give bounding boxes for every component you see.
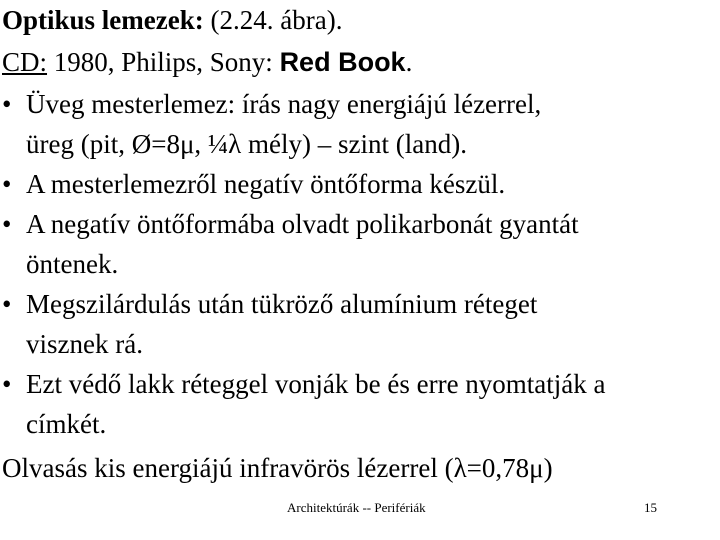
footer-center-text: Architektúrák -- Perifériák (287, 500, 426, 515)
slide-title (2, 0, 342, 40)
cd-line (2, 42, 412, 82)
bullet-1-line-1: Üveg mesterlemez: írás nagy energiájú lézerrel, (26, 89, 542, 119)
slide-title-main: Optikus lemezek: (2, 5, 204, 35)
red-book-label: Red Book (279, 47, 406, 77)
bullet-5-line-2: címkét. (26, 409, 107, 439)
reading-laser-line: Olvasás kis energiájú infravörös lézerrel (λ=0,78μ) (2, 453, 553, 483)
bullet-2-marker: • (2, 169, 12, 199)
cd-description: 1980, Philips, Sony: (47, 47, 280, 77)
slide-title-reference: (2.24. ábra). (203, 5, 343, 35)
bullet-4-marker: • (2, 289, 12, 319)
bullet-3-line-2: öntenek. (26, 249, 119, 279)
bullet-3-marker: • (2, 209, 12, 239)
bullet-5-line-1: Ezt védő lakk réteggel vonják be és erre nyomtatják a (26, 369, 606, 399)
bullet-5-marker: • (2, 369, 12, 399)
bullet-4-line-2: visznek rá. (26, 329, 143, 359)
bullet-4-line-1: Megszilárdulás után tükröző alumínium réteget (26, 289, 538, 319)
page-number: 15 (644, 500, 657, 515)
cd-label: CD: (2, 47, 48, 77)
bullet-1-marker: • (2, 89, 12, 119)
bullet-3-line-1: A negatív öntőformába olvadt polikarbonát gyantát (26, 209, 579, 239)
cd-line-period: . (405, 47, 413, 77)
bullet-2-line-1: A mesterlemezről negatív öntőforma készül. (26, 169, 506, 199)
bullet-1-line-2: üreg (pit, Ø=8μ, ¼λ mély) – szint (land). (26, 129, 467, 159)
